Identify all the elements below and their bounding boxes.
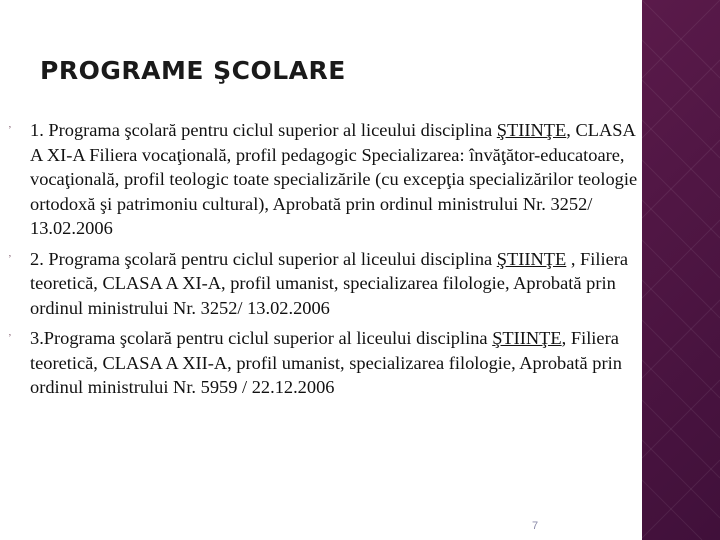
bullet-text-post: , CLASA A XI-A Filiera vocaţională, profil pedagogic Specializarea: învăţător-educatoare, vocaţională, profil teologic toate specializările (cu excepţia specializărilor teologie ortodoxă şi patrimoniu cultural), Aprobată prin ordinul ministrului Nr. 3252/ 13.02.2006 (30, 120, 638, 238)
bullet-subject: ŞTIINŢE (496, 120, 567, 140)
bullet-list (8, 118, 648, 406)
bullet-text-pre: 1. Programa şcolară pentru ciclul superior al liceului disciplina (30, 120, 497, 140)
bullet-text-post: , Filiera teoretică, CLASA A XII-A, profil umanist, specializarea filologie, Aprobată prin ordinul ministrului Nr. 5959 / 22.12.2006 (30, 328, 622, 397)
bullet-item-2 (8, 247, 648, 321)
bullet-marker-icon: ’ (8, 124, 12, 136)
decorative-sidebar (642, 0, 720, 540)
page-number: 7 (532, 520, 539, 532)
bullet-text-pre: 3.Programa şcolară pentru ciclul superior al liceului disciplina (30, 328, 493, 348)
bullet-text-post: , Filiera teoretică, CLASA A XI-A, profil umanist, specializarea filologie, Aprobată prin ordinul ministrului Nr. 3252/ 13.02.2006 (30, 248, 629, 318)
sidebar-texture (642, 0, 720, 540)
bullet-marker-icon: ’ (8, 252, 12, 265)
bullet-marker-icon: ’ (8, 332, 12, 344)
bullet-item-1 (8, 118, 648, 241)
bullet-subject: ŞTIINŢE (492, 328, 562, 348)
bullet-item-3 (8, 326, 648, 400)
bullet-subject: ŞTIINŢE (496, 248, 567, 269)
slide-title: PROGRAME ŞCOLARE (40, 56, 346, 85)
bullet-text-pre: 2. Programa şcolară pentru ciclul superior al liceului disciplina (30, 248, 497, 269)
